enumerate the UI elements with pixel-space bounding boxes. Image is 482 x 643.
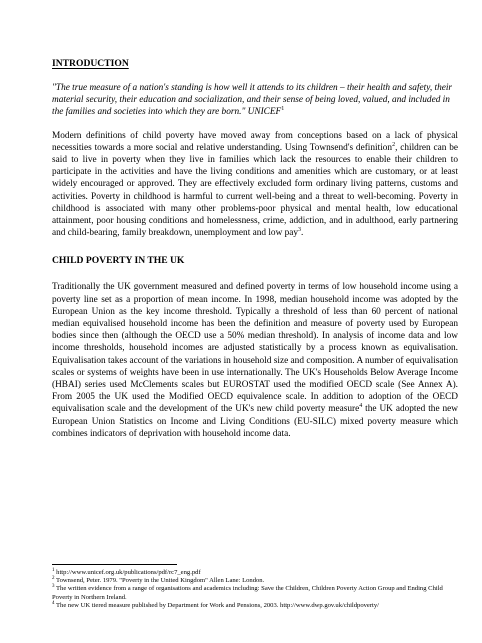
footnote-ref-3: 3: [298, 227, 302, 234]
footnote-number: 2: [52, 576, 55, 582]
quote-text: "The true measure of a nation's standing is how well it attends to its children – their health and safety, their material security, their education and socialization, and their sense of being loved, valued, and included in the families and societies into which they are born." UNICEF: [52, 83, 453, 118]
footnote-number: 4: [52, 600, 55, 606]
footnotes-section: [52, 564, 458, 610]
footnote-1: [52, 569, 458, 577]
document-body: [52, 58, 458, 440]
child-poverty-text-a: Traditionally the UK government measured and defined poverty in terms of low household income using a poverty line set as a proportion of mean income. In 1998, median household income was adopted by the European Union as the key income threshold. Typically a threshold of less than 60 percent of national median equivalised household income has been the definition and measure of poverty used by European bodies since then (although the OECD use a 50% median threshold). In analysis of income data and low income thresholds, household incomes are adjusted statistically by a process known as equivalisation. Equivalisation takes account of the variations in household size and composition. A number of equivalisation scales or systems of weights have been in use internationally. The UK's Households Below Average Income (HBAI) series used McClements scales but EUROSTAT used the modified OECD scale (See Annex A). From 2005 the UK used the Modified OECD equivalence scale. In addition to adoption of the OECD equivalisation scale and the development of the UK's new child poverty measure: [52, 282, 458, 415]
footnote-text: http://www.unicef.org.uk/publications/pdf/rc7_eng.pdf: [54, 569, 201, 576]
footnote-ref-1: 1: [281, 106, 285, 113]
footnote-number: 3: [52, 584, 55, 590]
child-poverty-heading: CHILD POVERTY IN THE UK: [52, 255, 185, 267]
intro-paragraph: [52, 130, 458, 240]
intro-paragraph-text-b: , children can be said to live in poverty when they live in families which lack the resources to enable their children to participate in the activities and have the living conditions and amenities which are customary, or at least widely encouraged or approved. They are effectively excluded form ordinary living patterns, customs and activities. Poverty in childhood is harmful to current well-being and a threat to well-becoming. Poverty in childhood is associated with many other problems-poor physical and mental health, low educational attainment, poor housing conditions and homelessness, crime, addiction, and in adulthood, early partnering and child-bearing, family breakdown, unemployment and low pay: [52, 142, 458, 239]
footnote-ref-2: 2: [392, 141, 396, 148]
footnote-number: 1: [52, 567, 55, 573]
child-poverty-text-b: the UK adopted the new European Union Statistics on Income and Living Conditions (EU-SILC) mixed poverty measure which combines indicators of deprivation with household income data.: [52, 404, 459, 439]
intro-paragraph-end: .: [301, 228, 304, 239]
introduction-heading: INTRODUCTION: [52, 58, 129, 69]
footnote-3: [52, 585, 458, 601]
child-poverty-paragraph: [52, 281, 458, 440]
unicef-quote: [52, 82, 458, 119]
footnote-ref-4: 4: [359, 403, 363, 410]
intro-paragraph-text-a: Modern definitions of child poverty have moved away from conceptions based on a lack of physical necessities towards a more social and relative understanding. Using Townsend's definition: [52, 130, 458, 153]
footnote-4: [52, 602, 458, 610]
footnote-text: The written evidence from a range of organisations and academics including: Save the Children, Children Poverty Action Group and Ending Child Poverty in Northern Ireland.: [52, 585, 443, 601]
footnote-text: Townsend, Peter. 1979. "Poverty in the United Kingdom" Allen Lane: London.: [54, 577, 265, 585]
footnote-text: The new UK tiered measure published by Department for Work and Pensions, 2003. http://www.dwp.gov.uk/childpoverty/: [54, 601, 380, 609]
